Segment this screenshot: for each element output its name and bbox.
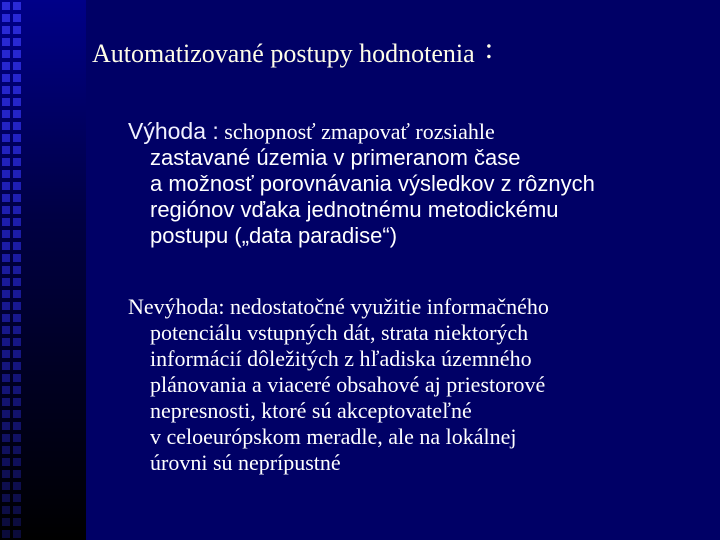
decorative-square bbox=[13, 158, 21, 166]
decorative-square bbox=[13, 326, 21, 334]
slide-title-colon: : bbox=[484, 32, 494, 65]
decorative-square bbox=[13, 74, 21, 82]
disadvantage-line-2: potenciálu vstupných dát, strata niektorých bbox=[150, 320, 529, 345]
decorative-square bbox=[2, 14, 10, 22]
decorative-square bbox=[2, 74, 10, 82]
decorative-square bbox=[2, 494, 10, 502]
advantage-line-5: postupu („data paradise“) bbox=[150, 223, 398, 248]
decorative-square bbox=[13, 266, 21, 274]
decorative-square bbox=[13, 290, 21, 298]
decorative-square bbox=[2, 314, 10, 322]
advantage-line-3: a možnosť porovnávania výsledkov z rôznych bbox=[150, 171, 595, 196]
decorative-square bbox=[13, 410, 21, 418]
decorative-square bbox=[13, 242, 21, 250]
decorative-square bbox=[13, 122, 21, 130]
advantage-keyword: Výhoda : bbox=[128, 118, 219, 144]
decorative-square bbox=[2, 50, 10, 58]
decorative-square bbox=[13, 38, 21, 46]
decorative-square bbox=[2, 242, 10, 250]
decorative-square bbox=[2, 338, 10, 346]
decorative-square bbox=[2, 386, 10, 394]
decorative-square bbox=[2, 290, 10, 298]
decorative-square bbox=[13, 350, 21, 358]
decorative-square bbox=[13, 98, 21, 106]
decorative-square bbox=[13, 482, 21, 490]
decorative-square bbox=[13, 338, 21, 346]
disadvantage-line-5: nepresnosti, ktoré sú akceptovateľné bbox=[150, 398, 472, 423]
decorative-square bbox=[2, 26, 10, 34]
decorative-square bbox=[13, 314, 21, 322]
decorative-square bbox=[13, 194, 21, 202]
decorative-square bbox=[13, 470, 21, 478]
decorative-square bbox=[13, 134, 21, 142]
decorative-square bbox=[13, 182, 21, 190]
decorative-square bbox=[2, 146, 10, 154]
decorative-square bbox=[2, 254, 10, 262]
decorative-square bbox=[2, 98, 10, 106]
decorative-square bbox=[2, 218, 10, 226]
decorative-square bbox=[13, 146, 21, 154]
decorative-square bbox=[13, 2, 21, 10]
decorative-square bbox=[2, 134, 10, 142]
decorative-square bbox=[13, 230, 21, 238]
decorative-square bbox=[13, 50, 21, 58]
decorative-square bbox=[13, 206, 21, 214]
decorative-square bbox=[2, 230, 10, 238]
decorative-square bbox=[2, 458, 10, 466]
decorative-square bbox=[13, 218, 21, 226]
decorative-square bbox=[2, 302, 10, 310]
decorative-square bbox=[13, 422, 21, 430]
decorative-square bbox=[2, 422, 10, 430]
decorative-square bbox=[2, 206, 10, 214]
decorative-square bbox=[2, 518, 10, 526]
decorative-square bbox=[2, 482, 10, 490]
decorative-square bbox=[13, 170, 21, 178]
decorative-square bbox=[2, 122, 10, 130]
decorative-square bbox=[13, 398, 21, 406]
decorative-square bbox=[13, 494, 21, 502]
decorative-square bbox=[2, 470, 10, 478]
decorative-square bbox=[13, 362, 21, 370]
decorative-square bbox=[13, 386, 21, 394]
decorative-square bbox=[13, 254, 21, 262]
slide-title-text: Automatizované postupy hodnotenia bbox=[92, 39, 475, 68]
decorative-square bbox=[2, 170, 10, 178]
disadvantage-block bbox=[128, 294, 708, 476]
decorative-square bbox=[13, 506, 21, 514]
decorative-square bbox=[2, 194, 10, 202]
disadvantage-text-1: nedostatočné využitie informačného bbox=[230, 294, 549, 319]
disadvantage-keyword: Nevýhoda: bbox=[128, 294, 225, 319]
decorative-square bbox=[13, 86, 21, 94]
decorative-square bbox=[2, 434, 10, 442]
decorative-square bbox=[2, 182, 10, 190]
decorative-square bbox=[2, 362, 10, 370]
disadvantage-line-4: plánovania a viaceré obsahové aj priestorové bbox=[150, 372, 546, 397]
disadvantage-line-1 bbox=[128, 294, 708, 320]
decorative-square bbox=[13, 62, 21, 70]
decorative-square-pattern bbox=[2, 0, 24, 540]
slide-title bbox=[92, 32, 494, 70]
decorative-square bbox=[2, 86, 10, 94]
decorative-square bbox=[2, 278, 10, 286]
advantage-line-1 bbox=[128, 118, 708, 145]
decorative-side-strip bbox=[0, 0, 86, 540]
decorative-square bbox=[13, 458, 21, 466]
decorative-square bbox=[13, 26, 21, 34]
decorative-square bbox=[2, 350, 10, 358]
decorative-square bbox=[2, 326, 10, 334]
disadvantage-line-6: v celoeurópskom meradle, ale na lokálnej bbox=[150, 424, 517, 449]
decorative-square bbox=[2, 530, 10, 538]
decorative-square bbox=[13, 110, 21, 118]
decorative-square bbox=[13, 530, 21, 538]
decorative-square bbox=[2, 38, 10, 46]
decorative-square bbox=[13, 302, 21, 310]
decorative-square bbox=[13, 434, 21, 442]
advantage-line-2: zastavané územia v primeranom čase bbox=[150, 145, 521, 170]
decorative-square bbox=[2, 506, 10, 514]
decorative-square bbox=[13, 14, 21, 22]
decorative-square bbox=[2, 266, 10, 274]
decorative-square bbox=[2, 446, 10, 454]
decorative-square bbox=[2, 62, 10, 70]
advantage-text-1: schopnosť zmapovať rozsiahle bbox=[224, 119, 495, 144]
decorative-square bbox=[2, 110, 10, 118]
decorative-square bbox=[13, 446, 21, 454]
decorative-square bbox=[13, 518, 21, 526]
decorative-square bbox=[2, 410, 10, 418]
advantage-line-4: regiónov vďaka jednotnému metodickému bbox=[150, 197, 559, 222]
advantage-block bbox=[128, 118, 708, 249]
disadvantage-line-3: informácií dôležitých z hľadiska územného bbox=[150, 346, 532, 371]
decorative-square bbox=[2, 158, 10, 166]
decorative-square bbox=[2, 374, 10, 382]
decorative-square bbox=[2, 398, 10, 406]
decorative-square bbox=[13, 374, 21, 382]
decorative-square bbox=[2, 2, 10, 10]
disadvantage-line-7: úrovni sú neprípustné bbox=[150, 450, 341, 475]
decorative-square bbox=[13, 278, 21, 286]
